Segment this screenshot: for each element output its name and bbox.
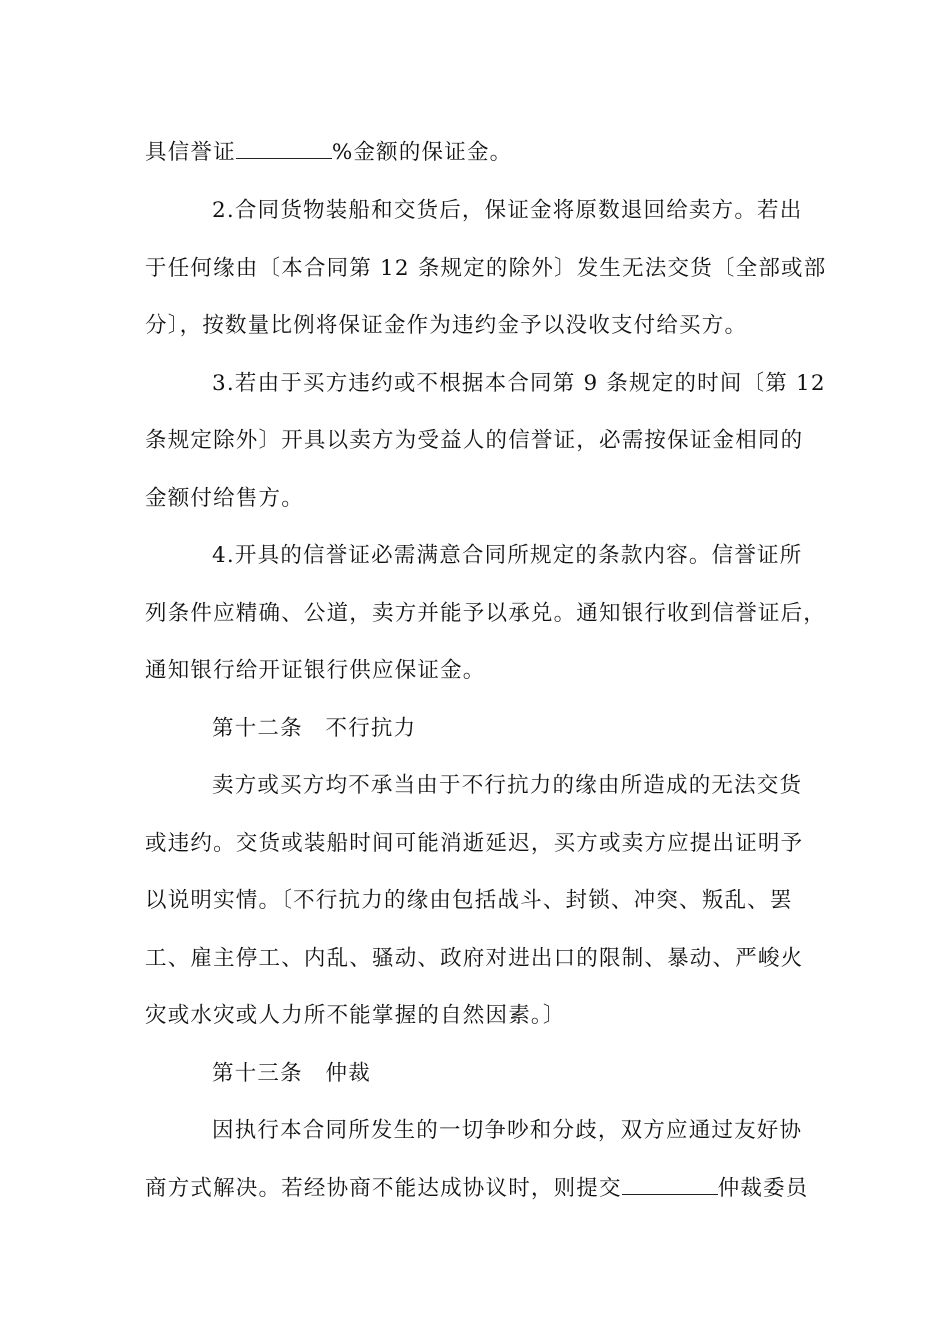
text-line: 4.开具的信誉证必需满意合同所规定的条款内容。信誉证所 <box>212 543 803 568</box>
text-line <box>145 1174 809 1204</box>
text-line: 列条件应精确、公道，卖方并能予以承兑。通知银行收到信誉证后， <box>145 601 827 626</box>
text-line: 卖方或买方均不承当由于不行抗力的缘由所造成的无法交货 <box>212 773 803 798</box>
text-segment: 仲裁委员 <box>717 1176 809 1201</box>
text-segment: 商方式解决。若经协商不能达成协议时，则提交 <box>145 1176 622 1201</box>
text-line: 条规定除外〕开具以卖方为受益人的信誉证，必需按保证金相同的 <box>145 428 804 453</box>
text-segment: %金额的保证金。 <box>331 140 513 165</box>
section-heading: 第十二条 不行抗力 <box>212 716 417 741</box>
text-line: 于任何缘由〔本合同第 12 条规定的除外〕发生无法交货〔全部或部 <box>145 256 827 281</box>
text-line: 3.若由于买方违约或不根据本合同第 9 条规定的时间〔第 12 <box>212 371 826 396</box>
text-line <box>145 138 512 168</box>
text-line: 因执行本合同所发生的一切争吵和分歧，双方应通过友好协 <box>212 1118 803 1143</box>
text-line: 灾或水灾或人力所不能掌握的自然因素。〕 <box>145 1003 566 1028</box>
text-line: 工、雇主停工、内乱、骚动、政府对进出口的限制、暴动、严峻火 <box>145 946 804 971</box>
text-segment: 具信誉证 <box>145 140 236 165</box>
text-line: 以说明实情。〔不行抗力的缘由包括战斗、封锁、冲突、叛乱、罢 <box>145 888 793 913</box>
text-line: 金额付给售方。 <box>145 486 304 511</box>
fill-in-blank <box>236 138 332 159</box>
text-line: 分〕，按数量比例将保证金作为违约金予以没收支付给买方。 <box>145 313 748 338</box>
text-line: 通知银行给开证银行供应保证金。 <box>145 658 486 683</box>
text-line: 2.合同货物装船和交货后，保证金将原数退回给卖方。若出 <box>212 198 803 223</box>
fill-in-blank <box>622 1174 718 1195</box>
text-line: 或违约。交货或装船时间可能消逝延迟，买方或卖方应提出证明予 <box>145 831 804 856</box>
section-heading: 第十三条 仲裁 <box>212 1061 371 1086</box>
